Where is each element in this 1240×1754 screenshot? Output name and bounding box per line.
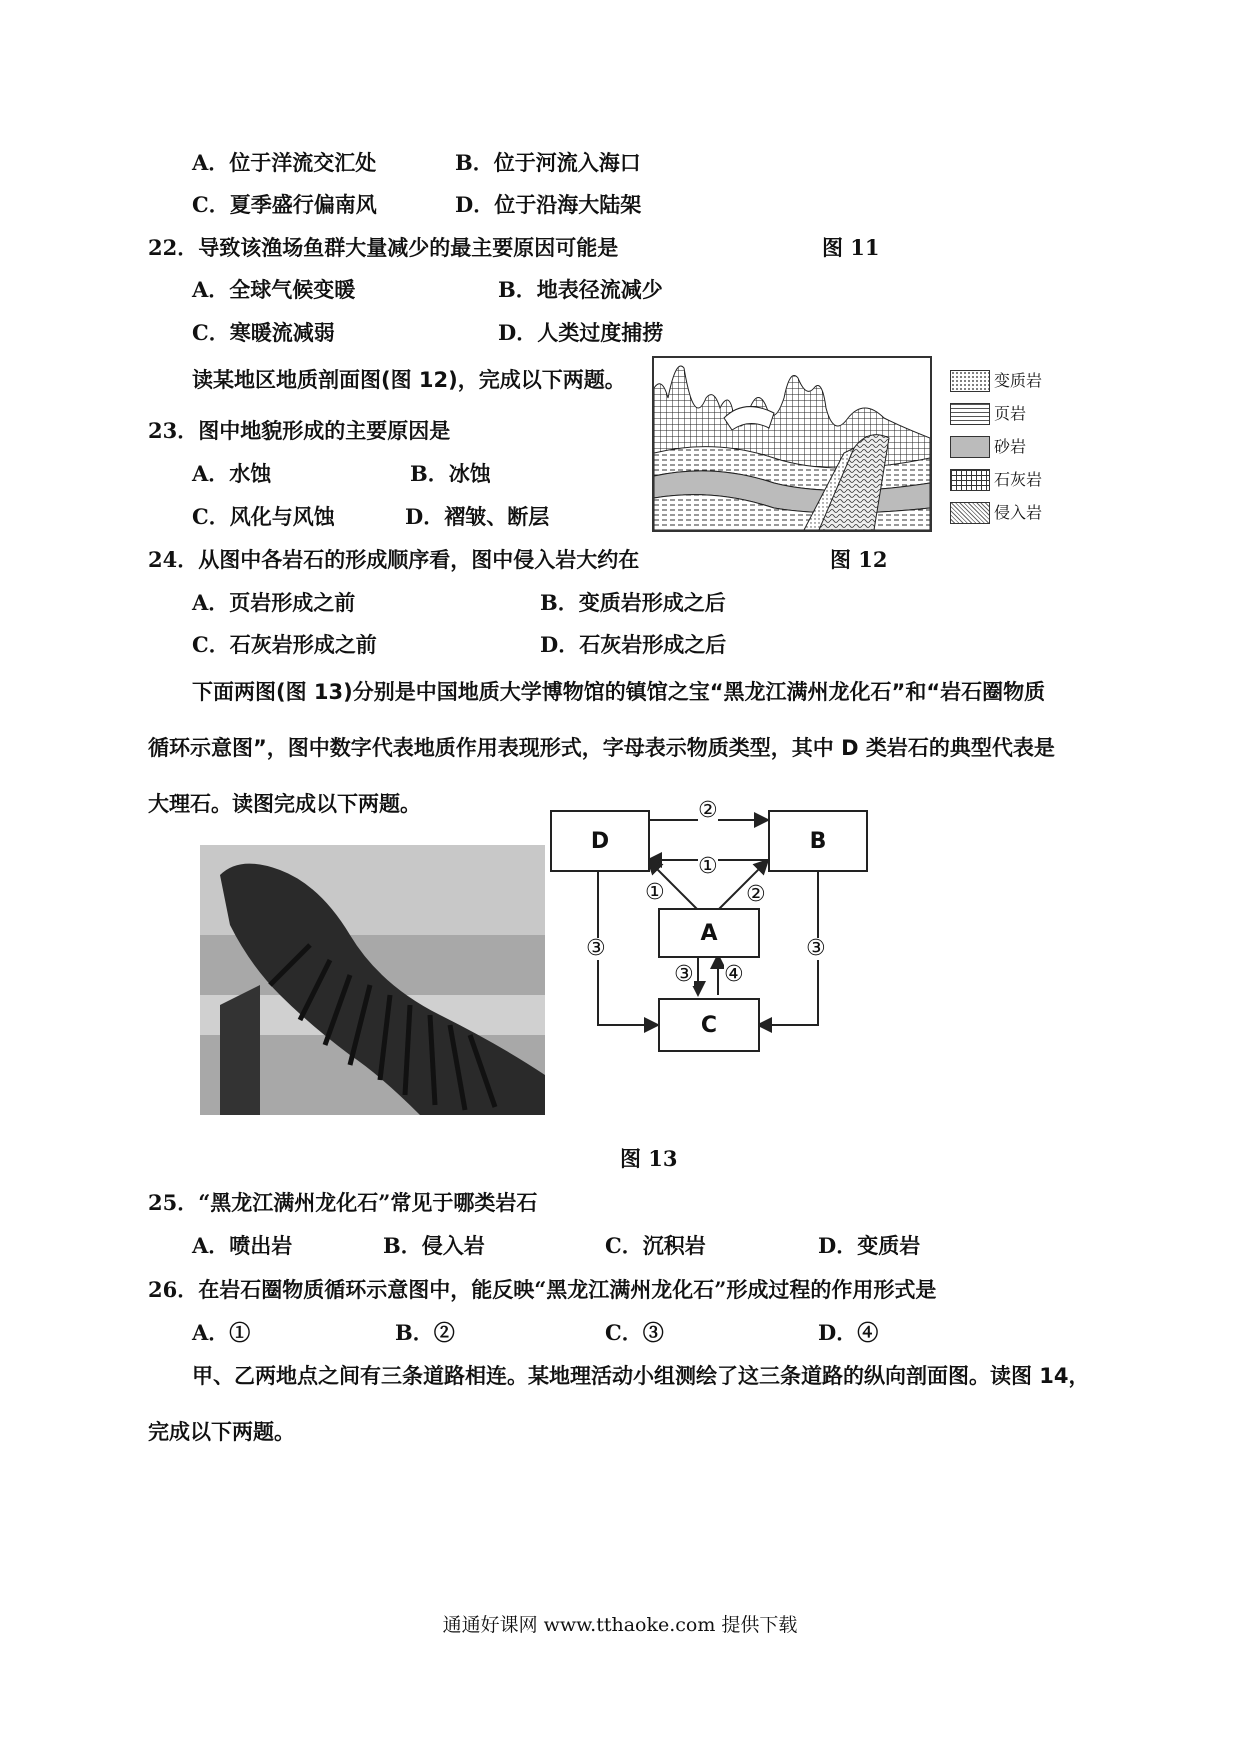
q22-option-b: B．地表径流减少 xyxy=(498,277,663,302)
q25-option-b: B．侵入岩 xyxy=(383,1233,485,1258)
q25-stem: 25．“黑龙江满州龙化石”常见于哪类岩石 xyxy=(148,1190,538,1215)
q23-option-c: C．风化与风蚀 xyxy=(192,504,335,529)
q25-option-a: A．喷出岩 xyxy=(192,1233,293,1258)
intro-figure-13-line1: 下面两图(图 13)分别是中国地质大学博物馆的镇馆之宝“黑龙江满州龙化石”和“岩石圈物质 xyxy=(192,680,1046,704)
q23-option-b: B．冰蚀 xyxy=(410,461,491,486)
q21-option-d: D．位于沿海大陆架 xyxy=(455,192,642,217)
q24-option-d: D．石灰岩形成之后 xyxy=(540,632,727,657)
limestone-swatch xyxy=(950,469,990,491)
marker-3-center: ③ xyxy=(674,962,694,987)
shale-swatch xyxy=(950,403,990,425)
figure-12-legend xyxy=(950,370,1110,530)
marker-4-center: ④ xyxy=(724,962,744,987)
legend-label-metamorphic: 变质岩 xyxy=(994,371,1043,390)
q23-option-d: D．褶皱、断层 xyxy=(405,504,550,529)
intro-figure-12: 读某地区地质剖面图(图 12)，完成以下两题。 xyxy=(192,368,626,392)
legend-label-sandstone: 砂岩 xyxy=(994,437,1027,456)
dinosaur-fossil-photo xyxy=(200,845,545,1115)
intrusive-swatch xyxy=(950,502,990,524)
q21-option-a: A．位于洋流交汇处 xyxy=(192,150,377,175)
metamorphic-swatch xyxy=(950,370,990,392)
legend-intrusive xyxy=(950,502,1110,526)
q22-option-a: A．全球气候变暖 xyxy=(192,277,356,302)
legend-label-limestone: 石灰岩 xyxy=(994,470,1043,489)
marker-2-top: ② xyxy=(698,798,718,823)
marker-2-right: ② xyxy=(746,882,766,907)
marker-3-left: ③ xyxy=(586,936,606,961)
marker-1-middle: ① xyxy=(698,854,718,879)
q26-option-d: D．④ xyxy=(818,1320,879,1345)
q24-option-a: A．页岩形成之前 xyxy=(192,590,356,615)
intro-figure-14-line2: 完成以下两题。 xyxy=(148,1420,295,1444)
rock-cycle-diagram xyxy=(550,800,870,1060)
legend-limestone xyxy=(950,469,1110,493)
q25-option-d: D．变质岩 xyxy=(818,1233,921,1258)
box-a: A xyxy=(658,908,760,958)
box-c: C xyxy=(658,998,760,1052)
q22-option-d: D．人类过度捕捞 xyxy=(498,320,664,345)
figure-11-label: 图 11 xyxy=(822,235,880,260)
q26-option-a: A．① xyxy=(192,1320,251,1345)
legend-label-shale: 页岩 xyxy=(994,404,1027,423)
q26-option-c: C．③ xyxy=(605,1320,664,1345)
marker-1-left: ① xyxy=(645,880,665,905)
footer-source: 通通好课网 www.tthaoke.com 提供下载 xyxy=(442,1614,798,1636)
q22-stem: 22．导致该渔场鱼群大量减少的最主要原因可能是 xyxy=(148,235,619,260)
q21-option-b: B．位于河流入海口 xyxy=(455,150,641,175)
q24-stem: 24．从图中各岩石的形成顺序看，图中侵入岩大约在 xyxy=(148,547,640,572)
marker-3-right: ③ xyxy=(806,936,826,961)
legend-sandstone xyxy=(950,436,1110,460)
legend-shale xyxy=(950,403,1110,427)
dinosaur-fossil-drawing xyxy=(200,845,545,1115)
q24-option-c: C．石灰岩形成之前 xyxy=(192,632,377,657)
q21-option-c: C．夏季盛行偏南风 xyxy=(192,192,377,217)
q25-option-c: C．沉积岩 xyxy=(605,1233,706,1258)
q23-stem: 23．图中地貌形成的主要原因是 xyxy=(148,418,451,443)
geologic-profile-figure xyxy=(652,356,932,532)
q26-stem: 26．在岩石圈物质循环示意图中，能反映“黑龙江满州龙化石”形成过程的作用形式是 xyxy=(148,1277,937,1302)
legend-label-intrusive: 侵入岩 xyxy=(994,503,1043,522)
box-d: D xyxy=(550,810,650,872)
legend-metamorphic xyxy=(950,370,1110,394)
intro-figure-13-line3: 大理石。读图完成以下两题。 xyxy=(148,792,421,816)
figure-13-caption: 图 13 xyxy=(620,1146,678,1171)
geologic-profile-drawing xyxy=(654,358,930,530)
q26-option-b: B．② xyxy=(395,1320,455,1345)
sandstone-swatch xyxy=(950,436,990,458)
q23-option-a: A．水蚀 xyxy=(192,461,272,486)
q22-option-c: C．寒暖流减弱 xyxy=(192,320,335,345)
intro-figure-13-line2: 循环示意图”，图中数字代表地质作用表现形式，字母表示物质类型，其中 D 类岩石的典型代表是 xyxy=(148,736,1055,760)
figure-12-label: 图 12 xyxy=(830,547,888,572)
intro-figure-14-line1: 甲、乙两地点之间有三条道路相连。某地理活动小组测绘了这三条道路的纵向剖面图。读图 14， xyxy=(192,1364,1090,1388)
box-b: B xyxy=(768,810,868,872)
q24-option-b: B．变质岩形成之后 xyxy=(540,590,726,615)
